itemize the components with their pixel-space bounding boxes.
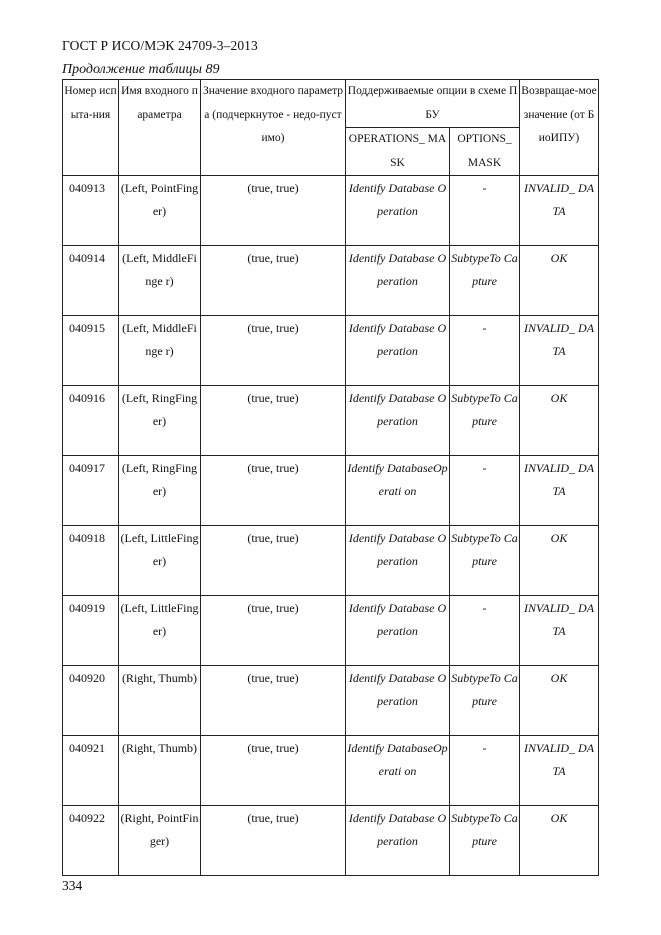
table-row [63,526,599,596]
cell-param-name: (Left, MiddleFinge r) [119,316,201,386]
cell-param-value: (true, true) [201,666,346,736]
table-row [63,736,599,806]
table-row [63,246,599,316]
table-row [63,386,599,456]
cell-return-value: INVALID_ DATA [520,456,599,526]
cell-return-value: OK [520,246,599,316]
cell-options-mask: SubtypeTo Capture [450,386,520,456]
cell-options-mask: SubtypeTo Capture [450,666,520,736]
cell-operations-mask: Identify Database Operation [346,176,450,246]
cell-options-mask: SubtypeTo Capture [450,806,520,876]
table-row [63,806,599,876]
cell-return-value: INVALID_ DATA [520,596,599,666]
cell-return-value: OK [520,806,599,876]
cell-operations-mask: Identify Database Operation [346,316,450,386]
cell-param-name: (Left, MiddleFinge r) [119,246,201,316]
table-caption: Продолжение таблицы 89 [62,62,220,77]
cell-operations-mask: Identify Database Operation [346,596,450,666]
header-supported-options: Поддерживаемые опции в схеме ПБУ [346,80,520,128]
cell-param-value: (true, true) [201,386,346,456]
page-number: 334 [62,878,83,893]
cell-return-value: INVALID_ DATA [520,316,599,386]
cell-test-number: 040913 [63,176,119,246]
header-options-mask: OPTIONS_ MASK [450,128,520,176]
cell-param-value: (true, true) [201,596,346,666]
cell-param-value: (true, true) [201,176,346,246]
cell-operations-mask: Identify Database Operation [346,806,450,876]
cell-param-name: (Right, PointFinger) [119,806,201,876]
table-row [63,176,599,246]
cell-options-mask: - [450,456,520,526]
cell-operations-mask: Identify DatabaseOperati on [346,736,450,806]
cell-test-number: 040919 [63,596,119,666]
cell-param-name: (Left, LittleFinger) [119,526,201,596]
cell-test-number: 040921 [63,736,119,806]
cell-options-mask: SubtypeTo Capture [450,246,520,316]
cell-param-name: (Left, PointFinger) [119,176,201,246]
cell-options-mask: - [450,736,520,806]
cell-test-number: 040915 [63,316,119,386]
cell-operations-mask: Identify Database Operation [346,246,450,316]
cell-test-number: 040920 [63,666,119,736]
cell-return-value: OK [520,526,599,596]
cell-operations-mask: Identify DatabaseOperati on [346,456,450,526]
cell-param-name: (Left, RingFinger) [119,456,201,526]
cell-param-name: (Left, RingFinger) [119,386,201,456]
cell-test-number: 040916 [63,386,119,456]
table-row [63,316,599,386]
cell-test-number: 040922 [63,806,119,876]
cell-return-value: OK [520,386,599,456]
cell-options-mask: - [450,176,520,246]
cell-return-value: INVALID_ DATA [520,736,599,806]
table-row [63,456,599,526]
cell-param-name: (Left, LittleFinger) [119,596,201,666]
cell-test-number: 040914 [63,246,119,316]
cell-param-value: (true, true) [201,736,346,806]
cell-param-value: (true, true) [201,246,346,316]
table-row [63,596,599,666]
cell-options-mask: - [450,596,520,666]
table-header [63,80,599,176]
table-body [63,176,599,876]
cell-param-value: (true, true) [201,316,346,386]
cell-options-mask: - [450,316,520,386]
cell-param-value: (true, true) [201,456,346,526]
cell-param-name: (Right, Thumb) [119,736,201,806]
cell-options-mask: SubtypeTo Capture [450,526,520,596]
cell-test-number: 040918 [63,526,119,596]
test-table [62,79,599,876]
cell-operations-mask: Identify Database Operation [346,526,450,596]
cell-return-value: INVALID_ DATA [520,176,599,246]
header-operations-mask: OPERATIONS_ MASK [346,128,450,176]
header-test-number: Номер испыта-ния [63,80,119,176]
header-param-value: Значение входного параметра (подчеркнутое - недо-пустимо) [201,80,346,176]
cell-test-number: 040917 [63,456,119,526]
cell-operations-mask: Identify Database Operation [346,386,450,456]
header-return-value: Возвращае-мое значение (от БиоИПУ) [520,80,599,176]
cell-param-value: (true, true) [201,806,346,876]
cell-return-value: OK [520,666,599,736]
cell-param-name: (Right, Thumb) [119,666,201,736]
document-header: ГОСТ Р ИСО/МЭК 24709-3–2013 [62,38,258,53]
table-row [63,666,599,736]
cell-operations-mask: Identify Database Operation [346,666,450,736]
header-param-name: Имя входного параметра [119,80,201,176]
cell-param-value: (true, true) [201,526,346,596]
